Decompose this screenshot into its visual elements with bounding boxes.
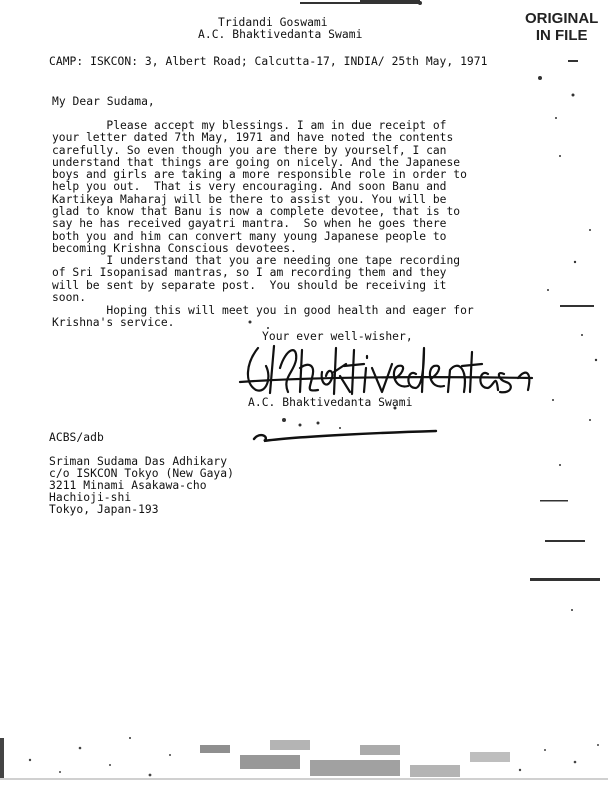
- address-line: c/o ISKCON Tokyo (New Gaya): [49, 467, 234, 480]
- original-in-file-stamp: [525, 10, 598, 44]
- body-line: understand that things are going on nicely. And the Japanese: [52, 155, 461, 169]
- camp-date-line: CAMP: ISKCON: 3, Albert Road; Calcutta-17, INDIA/ 25th May, 1971: [49, 55, 488, 68]
- address-line: 3211 Minami Asakawa-cho: [49, 479, 207, 492]
- body-line: glad to know that Banu is now a complete devotee, that is to: [52, 205, 461, 219]
- body-paragraph-1: [52, 120, 522, 255]
- body-line: Hoping this will meet you in good health and eager for: [52, 304, 474, 317]
- body-line: Krishna's service.: [52, 316, 175, 330]
- address-line: Hachioji-shi: [49, 491, 132, 504]
- salutation: My Dear Sudama,: [52, 95, 155, 108]
- stamp-line-1: ORIGINAL: [525, 10, 599, 27]
- body-line: both you and him can convert many young Japanese people to: [52, 229, 447, 243]
- address-line: Tokyo, Japan-193: [49, 503, 159, 516]
- body-line: boys and girls are taking a more responsible role in order to: [52, 168, 467, 182]
- valediction: Your ever well-wisher,: [262, 330, 413, 343]
- reference-initials: ACBS/adb: [49, 431, 104, 444]
- body-line: say he has received gayatri mantra. So when he goes there: [52, 217, 447, 231]
- body-line: Please accept my blessings. I am in due receipt of: [52, 119, 447, 132]
- body-line: I understand that you are needing one tape recording: [52, 254, 461, 267]
- signature-underline: [250, 425, 440, 445]
- body-paragraph-3: [52, 305, 522, 330]
- letterhead-title: Tridandi Goswami: [218, 16, 328, 29]
- body-line: becoming Krishna Conscious devotees.: [52, 241, 297, 255]
- body-line: of Sri Isopanisad mantras, so I am recording them and they: [52, 266, 447, 280]
- signer-name: A.C. Bhaktivedanta Swami: [248, 396, 413, 409]
- body-line: soon.: [52, 290, 87, 304]
- stamp-line-2: IN FILE: [535, 27, 588, 44]
- body-line: will be sent by separate post. You should be receiving it: [52, 278, 447, 292]
- body-line: Kartikeya Maharaj will be there to assist you. You will be: [52, 192, 447, 206]
- body-line: your letter dated 7th May, 1971 and have noted the contents: [52, 131, 454, 145]
- letterhead-name: A.C. Bhaktivedanta Swami: [198, 28, 363, 41]
- body-line: help you out. That is very encouraging. And soon Banu and: [52, 180, 447, 194]
- address-line: Sriman Sudama Das Adhikary: [49, 455, 228, 468]
- body-line: carefully. So even though you are there by yourself, I can: [52, 143, 447, 157]
- body-paragraph-2: [52, 255, 522, 304]
